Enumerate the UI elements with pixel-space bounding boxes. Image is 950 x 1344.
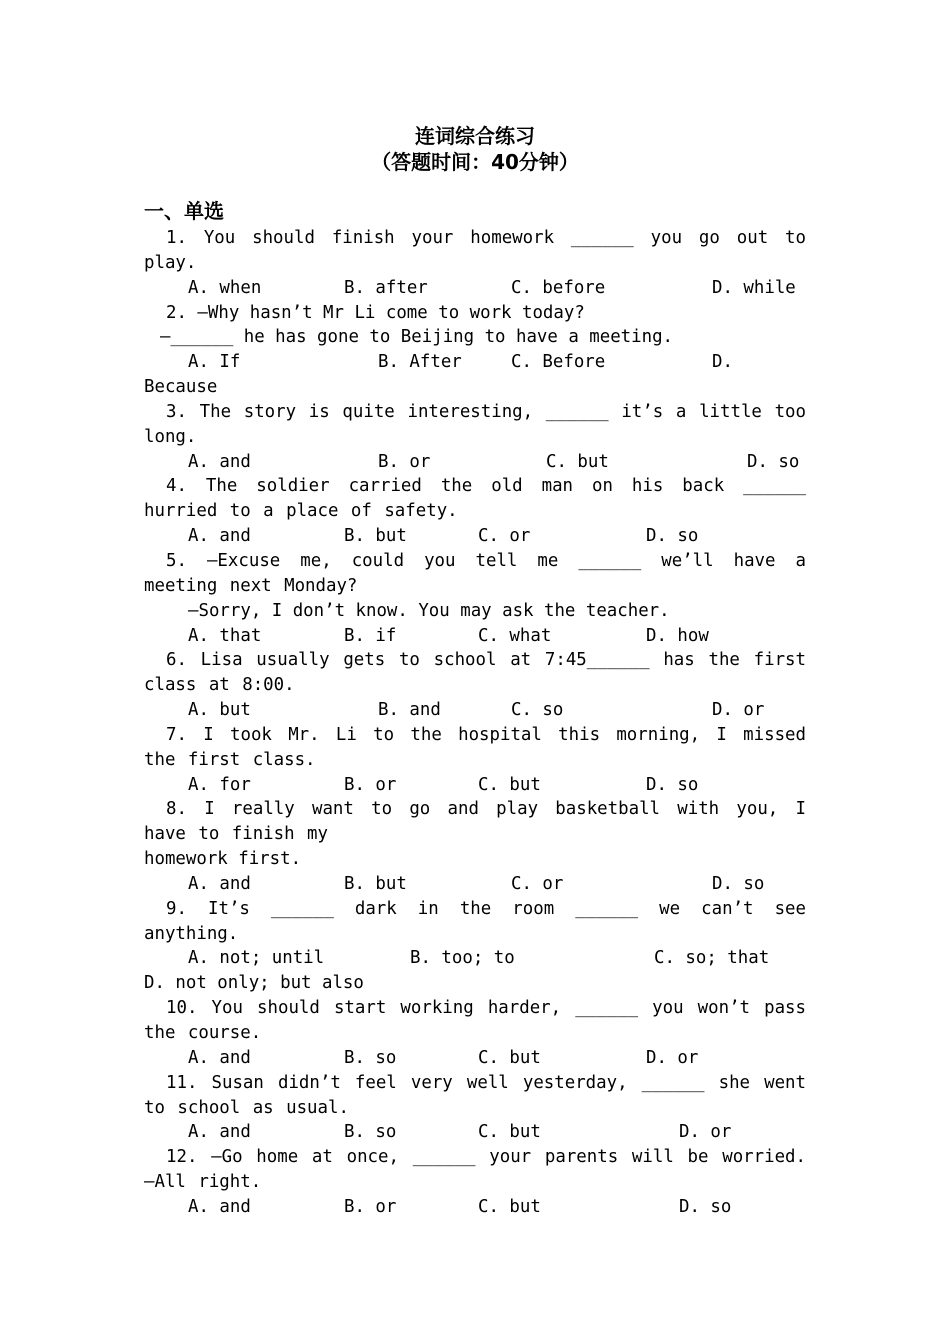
option-b: B. but (344, 526, 407, 547)
question-8 (144, 797, 806, 896)
option-a: A. and (188, 1196, 251, 1217)
question-stem: 7. I took Mr. Li to the hospital this morning, I missed the first class. (144, 724, 806, 770)
option-c: C. or (511, 873, 564, 894)
question-7 (144, 723, 806, 798)
question-continuation: homework first. (144, 849, 302, 870)
option-a: A. and (188, 451, 251, 472)
option-d: D. or (679, 1122, 732, 1143)
option-c: C. but (478, 774, 541, 795)
question-stem: 4. The soldier carried the old man on his back ______ hurried to a place of safety. (144, 476, 806, 522)
page-subtitle: （答题时间：40分钟） (371, 150, 579, 174)
option-d: D. so (646, 774, 699, 795)
option-d: D. so (646, 526, 699, 547)
option-c: C. Before (511, 352, 606, 373)
question-12 (144, 1145, 806, 1220)
option-d: D. not only; but also (144, 973, 364, 994)
options-row (144, 1195, 806, 1220)
option-b: B. too; to (410, 948, 515, 969)
option-b: B. or (344, 1196, 397, 1217)
options-row (144, 773, 806, 798)
option-d: D. so (679, 1196, 732, 1217)
options-row (144, 872, 806, 897)
option-b: B. after (344, 277, 428, 298)
option-b: B. so (344, 1122, 397, 1143)
option-c: C. what (478, 625, 552, 646)
option-a: A. for (188, 774, 251, 795)
option-b: B. After (378, 352, 462, 373)
section-heading: 一、单选 (144, 199, 224, 223)
question-3 (144, 400, 806, 475)
option-c: C. but (478, 1047, 541, 1068)
options-row (144, 946, 806, 996)
options-row (144, 524, 806, 549)
option-d: D. or (646, 1047, 699, 1068)
question-4 (144, 474, 806, 549)
question-list (144, 226, 806, 1220)
option-a: A. If (188, 352, 241, 373)
option-d: D. or (712, 700, 765, 721)
options-row (144, 350, 806, 400)
question-reply: —______ he has gone to Beijing to have a meeting. (160, 327, 674, 348)
question-5 (144, 549, 806, 648)
option-b: B. so (344, 1047, 397, 1068)
option-a: A. and (188, 1047, 251, 1068)
question-stem: 3. The story is quite interesting, ______ it’s a little too long. (144, 401, 806, 447)
option-b: B. or (378, 451, 431, 472)
option-a: A. when (188, 277, 262, 298)
question-stem: 12. —Go home at once, ______ your parents will be worried. —All right. (144, 1147, 806, 1193)
option-a: A. but (188, 700, 251, 721)
option-a: A. and (188, 873, 251, 894)
option-a: A. that (188, 625, 262, 646)
question-1 (144, 226, 806, 301)
option-d: D. while (712, 277, 796, 298)
option-d: D. (712, 352, 733, 373)
options-row (144, 698, 806, 723)
options-row (144, 624, 806, 649)
question-stem: 11. Susan didn’t feel very well yesterday, ______ she went to school as usual. (144, 1072, 806, 1118)
question-reply: —Sorry, I don’t know. You may ask the teacher. (188, 600, 670, 621)
option-c: C. but (546, 451, 609, 472)
question-11 (144, 1071, 806, 1146)
option-d-text: Because (144, 377, 218, 398)
question-stem: 6. Lisa usually gets to school at 7:45______ has the first class at 8:00. (144, 650, 806, 696)
options-row (144, 1120, 806, 1145)
question-stem: 2. —Why hasn’t Mr Li come to work today? (166, 302, 585, 323)
option-a: A. not; until (188, 948, 325, 969)
options-row (144, 450, 806, 475)
option-a: A. and (188, 1122, 251, 1143)
question-stem: 5. —Excuse me, could you tell me ______ we’ll have a meeting next Monday? (144, 550, 806, 596)
question-stem: 10. You should start working harder, ______ you won’t pass the course. (144, 998, 806, 1043)
option-c: C. or (478, 526, 531, 547)
option-b: B. or (344, 774, 397, 795)
question-2 (144, 301, 806, 400)
page-title: 连词综合练习 (415, 124, 535, 148)
option-c: C. but (478, 1196, 541, 1217)
option-b: B. but (344, 873, 407, 894)
option-d: D. how (646, 625, 709, 646)
question-stem: 1. You should finish your homework ______ you go out to play. (144, 228, 806, 273)
option-d: D. so (747, 451, 800, 472)
option-d: D. so (712, 873, 765, 894)
question-10 (144, 996, 806, 1071)
option-a: A. and (188, 526, 251, 547)
question-9 (144, 897, 806, 996)
question-6 (144, 648, 806, 723)
option-c: C. before (511, 277, 606, 298)
option-b: B. and (378, 700, 441, 721)
options-row (144, 1046, 806, 1071)
option-b: B. if (344, 625, 397, 646)
option-c: C. but (478, 1122, 541, 1143)
option-c: C. so (511, 700, 564, 721)
question-stem: 9. It’s ______ dark in the room ______ we can’t see anything. (144, 898, 806, 944)
option-c: C. so; that (654, 948, 770, 969)
options-row (144, 276, 806, 301)
question-stem: 8. I really want to go and play basketball with you, I have to finish my (144, 799, 806, 845)
